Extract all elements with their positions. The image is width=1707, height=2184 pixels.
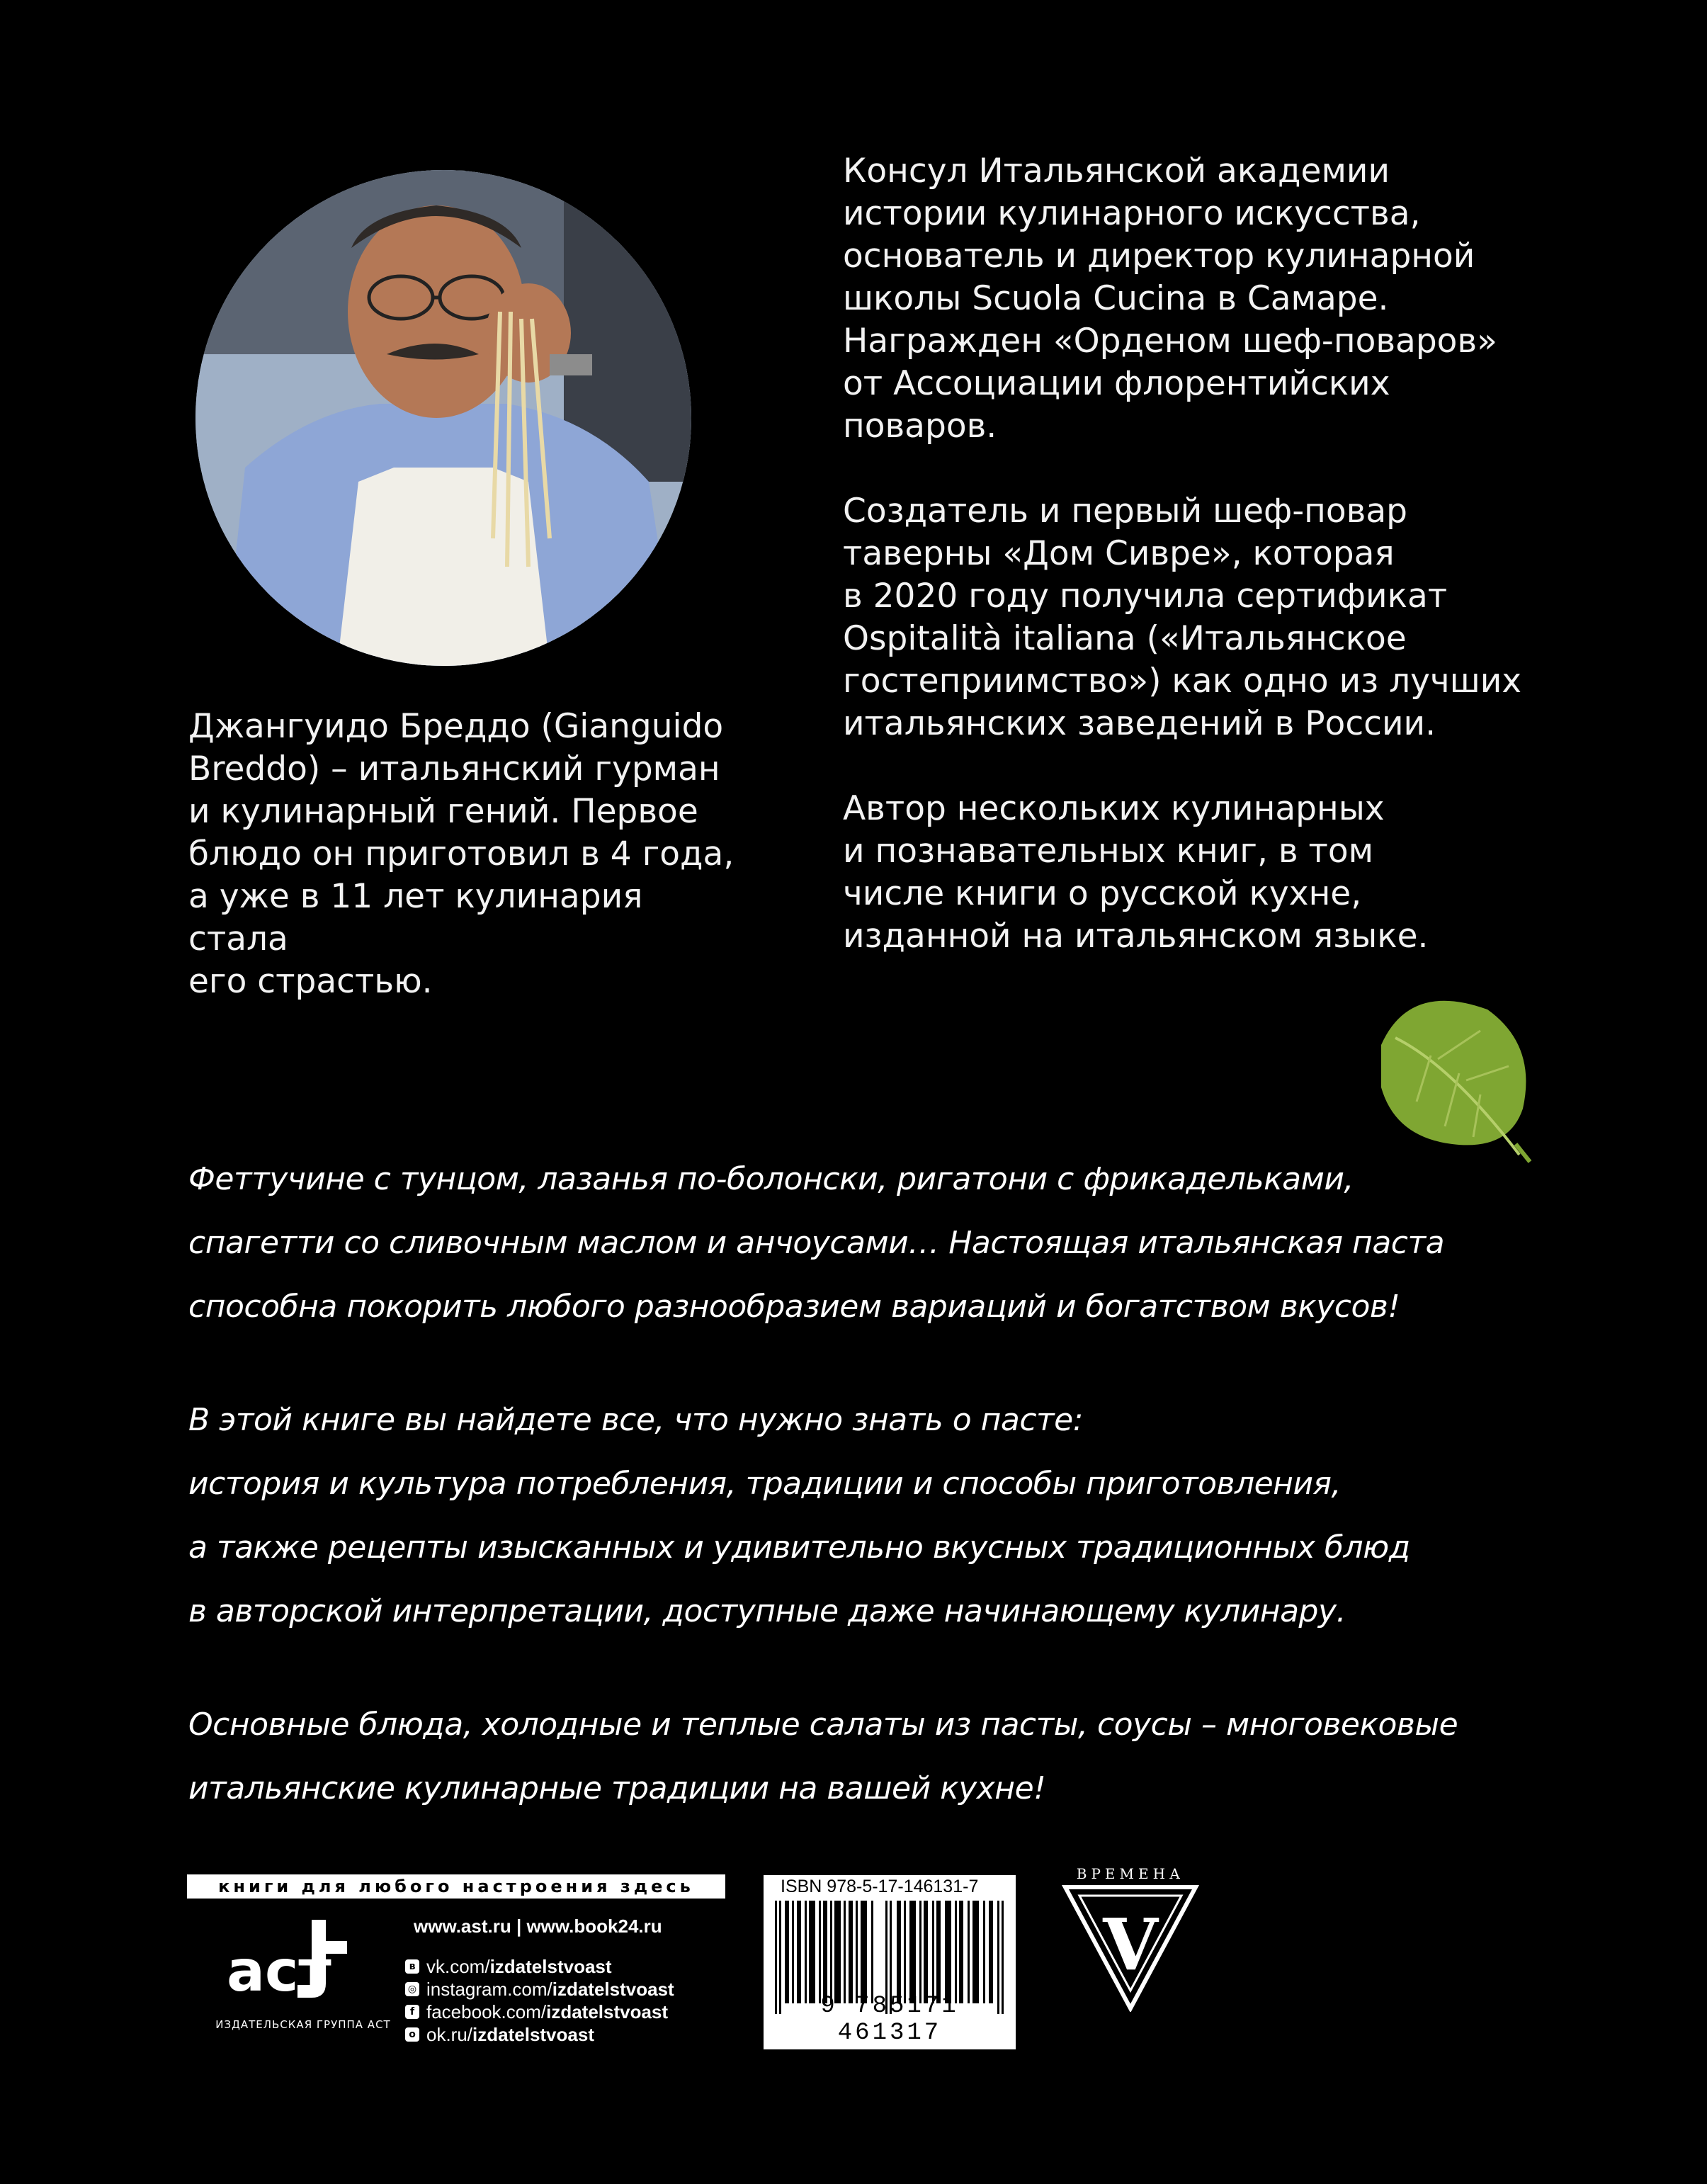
- social-link-ok[interactable]: [405, 2023, 674, 2046]
- social-prefix: facebook.com/: [426, 2001, 547, 2022]
- social-handle: izdatelstvoast: [546, 2001, 669, 2022]
- imprint-name: ВРЕМЕНА: [1076, 1865, 1185, 1882]
- description-paragraph-3: Основные блюда, холодные и теплые салаты из пасты, соусы – многовековые итальянские кулинарные традиции на вашей кухне!: [188, 1707, 1458, 1806]
- credentials-paragraph-2: Создатель и первый шеф-повар таверны «Дом Сивре», которая в 2020 году получила сертификат Ospitalità italiana («Итальянское гостеприимство») как одно из лучших итальянских заведений в России.: [843, 492, 1522, 743]
- ast-logo-text: аст: [227, 1938, 331, 2004]
- imprint-letter: V: [1103, 1903, 1158, 1986]
- credentials-paragraph-1: Консул Итальянской академии истории кулинарного искусства, основатель и директор кулинарной школы Scuola Cucina в Самаре. Награжден «Орденом шеф-поваров» от Ассоциации флорентийских поваров.: [843, 152, 1497, 446]
- publisher-caption: ИЗДАТЕЛЬСКАЯ ГРУППА АСТ: [215, 2018, 391, 2031]
- isbn-number: ISBN 978-5-17-146131-7: [781, 1877, 979, 1896]
- social-prefix: vk.com/: [426, 1956, 490, 1977]
- tagline-bar: книги для любого настроения здесь: [187, 1874, 725, 1899]
- basil-leaf-image: [1367, 988, 1537, 1165]
- instagram-icon: ◎: [405, 1982, 419, 1996]
- book-description: [188, 1148, 1520, 1870]
- social-prefix: ok.ru/: [426, 2024, 473, 2045]
- isbn-barcode: [764, 1875, 1016, 2049]
- description-paragraph-1: Феттучине с тунцом, лазанья по-болонски, ригатони с фрикадельками, спагетти со сливочным маслом и анчоусами… Настоящая итальянская паста способна покорить любого разнообразием вариаций и богатством вкусов!: [188, 1161, 1445, 1325]
- social-link-vk[interactable]: [405, 1955, 674, 1978]
- credentials-paragraph-3: Автор нескольких кулинарных и познавательных книг, в том числе книги о русской кухне, изданной на итальянском языке.: [843, 789, 1429, 956]
- social-handle: izdatelstvoast: [552, 1979, 674, 2000]
- facebook-icon: f: [405, 2005, 419, 2019]
- social-handle: izdatelstvoast: [472, 2024, 594, 2045]
- description-paragraph-2: В этой книге вы найдете все, что нужно знать о пасте: история и культура потребления, традиции и способы приготовления, а также рецепты изысканных и удивительно вкусных традиционных блюд в авторской интерпретации, доступные даже начинающему кулинару.: [188, 1402, 1410, 1629]
- author-bio-text: Джангуидо Бреддо (Gianguido Breddo) – итальянский гурман и кулинарный гений. Первое блюдо он приготовил в 4 года, а уже в 11 лет кулинария стала его страстью.: [188, 707, 735, 1001]
- author-bio: [188, 706, 748, 1003]
- social-link-facebook[interactable]: [405, 2001, 674, 2023]
- vk-icon: в: [405, 1959, 419, 1974]
- social-link-instagram[interactable]: [405, 1978, 674, 2001]
- ok-icon: о: [405, 2027, 419, 2042]
- author-credentials: [843, 150, 1537, 1000]
- publisher-websites[interactable]: www.ast.ru | www.book24.ru: [414, 1916, 662, 1937]
- social-handle: izdatelstvoast: [489, 1956, 612, 1977]
- ast-logo: [220, 1913, 368, 2005]
- barcode-digits: 9 785171 461317: [820, 1993, 959, 2047]
- social-links: [405, 1955, 674, 2046]
- social-prefix: instagram.com/: [426, 1979, 552, 2000]
- vremena-logo: [1060, 1863, 1201, 2012]
- author-portrait: [195, 170, 691, 666]
